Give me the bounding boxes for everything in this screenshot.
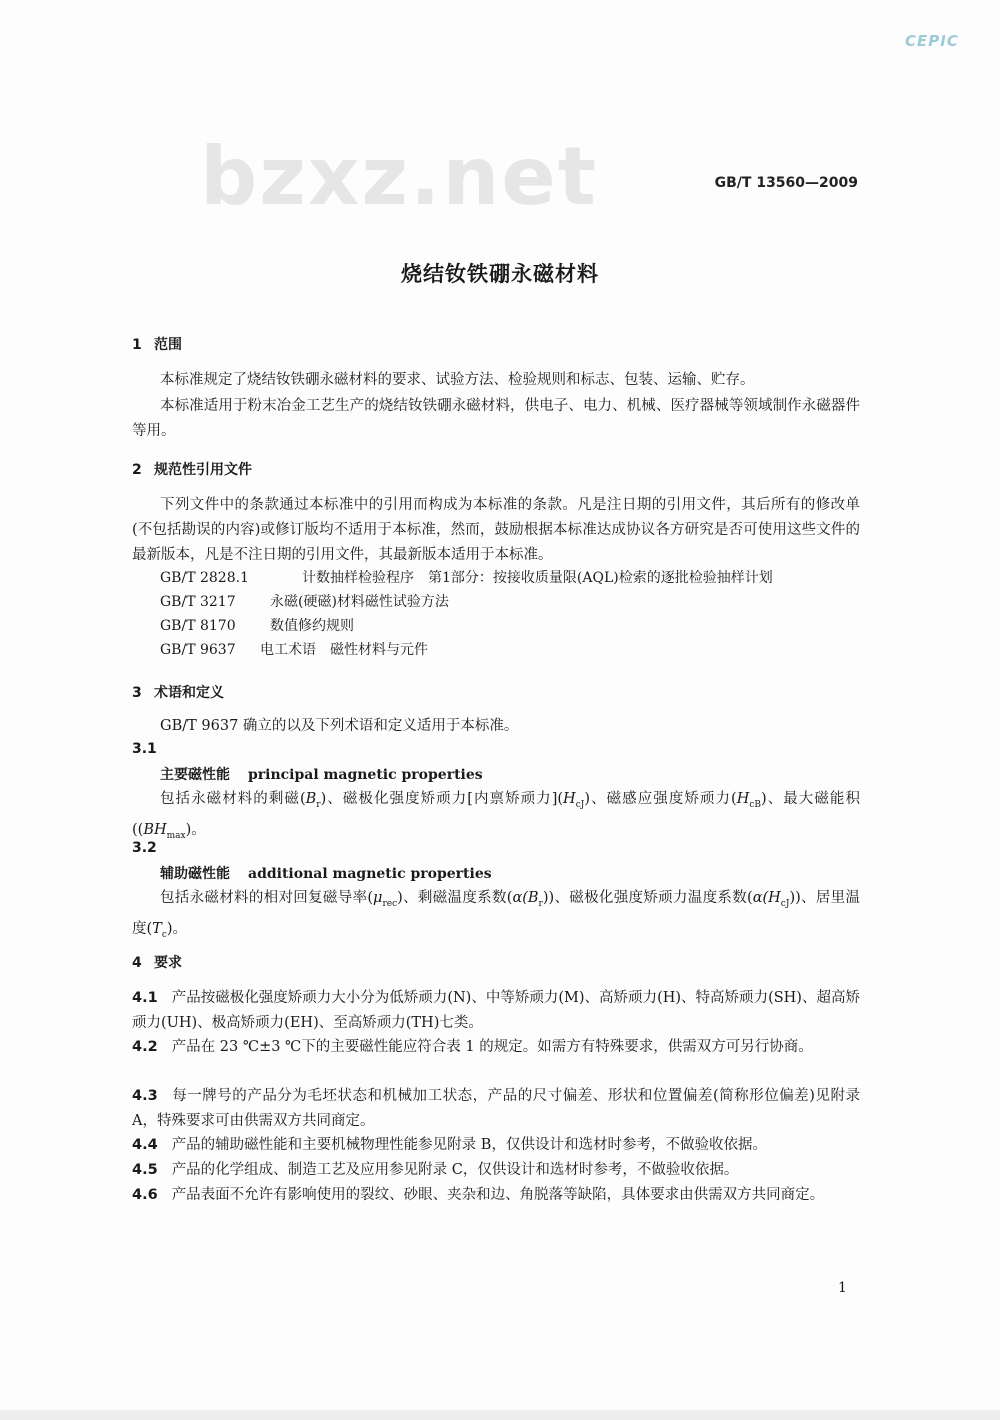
reference-item	[160, 566, 773, 590]
symbol-subscript: rec	[382, 898, 398, 909]
requirement-text: 每一牌号的产品分为毛坯状态和机械加工状态，产品的尺寸偏差、形状和位置偏差(简称形位偏差)见附录 A，特殊要求可由供需双方共同商定。	[132, 1088, 860, 1129]
section-number: 4	[132, 955, 142, 971]
standard-code: GB/T 13560—2009	[714, 175, 858, 191]
section-number: 3	[132, 685, 142, 701]
section-number: 2	[132, 462, 142, 478]
symbol-subscript: r	[538, 898, 543, 909]
requirement-number: 4.1	[132, 990, 158, 1006]
term-number: 3.2	[132, 840, 157, 856]
definition-text: )。	[166, 920, 188, 937]
section-title: 要求	[154, 955, 182, 971]
symbol: H	[563, 791, 576, 807]
definition-text: ))、磁极化强度矫顽力温度系数(	[542, 890, 753, 906]
section-number: 1	[132, 337, 142, 353]
reference-item	[160, 590, 449, 614]
section-title: 规范性引用文件	[154, 462, 252, 478]
requirement-number: 4.2	[132, 1039, 158, 1055]
requirement-number: 4.4	[132, 1137, 158, 1153]
requirement-item	[132, 1158, 860, 1183]
reference-title: 计数抽样检验程序 第1部分：按接收质量限(AQL)检索的逐批检验抽样计划	[302, 570, 773, 586]
requirement-text: 产品在 23 ℃±3 ℃下的主要磁性能应符合表 1 的规定。如需方有特殊要求，供需双方可另行协商。	[171, 1039, 813, 1055]
symbol-subscript: cJ	[575, 799, 585, 810]
term-number: 3.1	[132, 741, 157, 757]
requirement-number: 4.6	[132, 1187, 158, 1203]
symbol: μ	[373, 890, 383, 906]
definition-text: )、磁感应强度矫顽力(	[584, 791, 737, 807]
watermark: bzxz.net	[200, 130, 598, 223]
page-number: 1	[838, 1280, 847, 1296]
symbol: α(H	[752, 890, 781, 906]
section-heading	[132, 952, 182, 972]
requirement-item	[132, 1084, 860, 1134]
requirement-item	[132, 1133, 860, 1158]
symbol: T	[152, 920, 162, 937]
requirement-text: 产品按磁极化强度矫顽力大小分为低矫顽力(N)、中等矫顽力(M)、高矫顽力(H)、特高矫顽力(SH)、超高矫顽力(UH)、极高矫顽力(EH)、至高矫顽力(TH)七类。	[132, 990, 860, 1031]
paragraph: 本标准适用于粉末冶金工艺生产的烧结钕铁硼永磁材料，供电子、电力、机械、医疗器械等领域制作永磁器件等用。	[132, 398, 860, 439]
term-name-en: principal magnetic properties	[248, 767, 483, 783]
requirement-number: 4.3	[132, 1088, 158, 1104]
symbol-subscript: c	[161, 929, 167, 940]
reference-code: GB/T 8170	[160, 618, 236, 634]
section-heading	[132, 682, 224, 702]
definition-text: )、最大磁能积((	[132, 791, 860, 838]
symbol-subscript: r	[316, 799, 321, 810]
section-heading	[132, 334, 182, 354]
term-name-en: additional magnetic properties	[248, 866, 492, 882]
symbol: H	[736, 791, 750, 807]
requirement-text: 产品表面不允许有影响使用的裂纹、砂眼、夹杂和边、角脱落等缺陷，具体要求由供需双方共同商定。	[171, 1187, 825, 1203]
document-title: 烧结钕铁硼永磁材料	[401, 262, 599, 286]
reference-title: 数值修约规则	[270, 618, 354, 634]
symbol-subscript: cJ	[780, 898, 790, 909]
symbol-subscript: cB	[749, 799, 761, 810]
symbol: BH	[143, 821, 167, 838]
section-heading	[132, 459, 252, 479]
definition-text: 包括永磁材料的剩磁(	[160, 791, 306, 807]
section-title: 范围	[154, 337, 182, 353]
definition-text: ))、居里温度(	[132, 890, 860, 937]
symbol: B	[305, 791, 317, 807]
reference-code: GB/T 9637	[160, 642, 236, 658]
reference-item	[160, 614, 354, 638]
requirement-item	[132, 986, 860, 1036]
paragraph: 本标准规定了烧结钕铁硼永磁材料的要求、试验方法、检验规则和标志、包装、运输、贮存。	[160, 372, 755, 388]
requirement-item	[132, 1183, 860, 1208]
definition-text: )。	[185, 821, 206, 838]
reference-code: GB/T 2828.1	[160, 570, 249, 586]
page-bottom-edge	[0, 1410, 1000, 1420]
term-name-zh: 主要磁性能	[160, 767, 230, 783]
term-name-zh: 辅助磁性能	[160, 866, 230, 882]
definition-text: )、剩磁温度系数(	[397, 890, 513, 906]
reference-item	[160, 638, 428, 662]
term-definition	[132, 886, 860, 948]
definition-text: 包括永磁材料的相对回复磁导率(	[160, 890, 374, 906]
publisher-logo: CEPIC	[905, 32, 959, 50]
reference-title: 永磁(硬磁)材料磁性试验方法	[270, 594, 449, 610]
reference-code: GB/T 3217	[160, 594, 236, 610]
reference-title: 电工术语 磁性材料与元件	[260, 642, 428, 658]
term-name	[160, 863, 492, 883]
paragraph: GB/T 9637 确立的以及下列术语和定义适用于本标准。	[160, 718, 519, 734]
paragraph: 下列文件中的条款通过本标准中的引用而构成为本标准的条款。凡是注日期的引用文件，其后所有的修改单(不包括勘误的内容)或修订版均不适用于本标准，然而，鼓励根据本标准达成协议各方研究是否可使用这些文件的最新版本，凡是不注日期的引用文件，其最新版本适用于本标准。	[132, 497, 860, 563]
symbol: α(B	[512, 890, 539, 906]
requirement-item	[132, 1035, 860, 1060]
definition-text: )、磁极化强度矫顽力[内禀矫顽力](	[320, 791, 564, 807]
term-definition	[132, 787, 860, 849]
section-title: 术语和定义	[154, 685, 224, 701]
requirement-number: 4.5	[132, 1162, 158, 1178]
requirement-text: 产品的辅助磁性能和主要机械物理性能参见附录 B，仅供设计和选材时参考，不做验收依据。	[171, 1137, 767, 1153]
term-name	[160, 764, 483, 784]
requirement-text: 产品的化学组成、制造工艺及应用参见附录 C，仅供设计和选材时参考，不做验收依据。	[171, 1162, 739, 1178]
symbol-subscript: max	[166, 830, 186, 841]
